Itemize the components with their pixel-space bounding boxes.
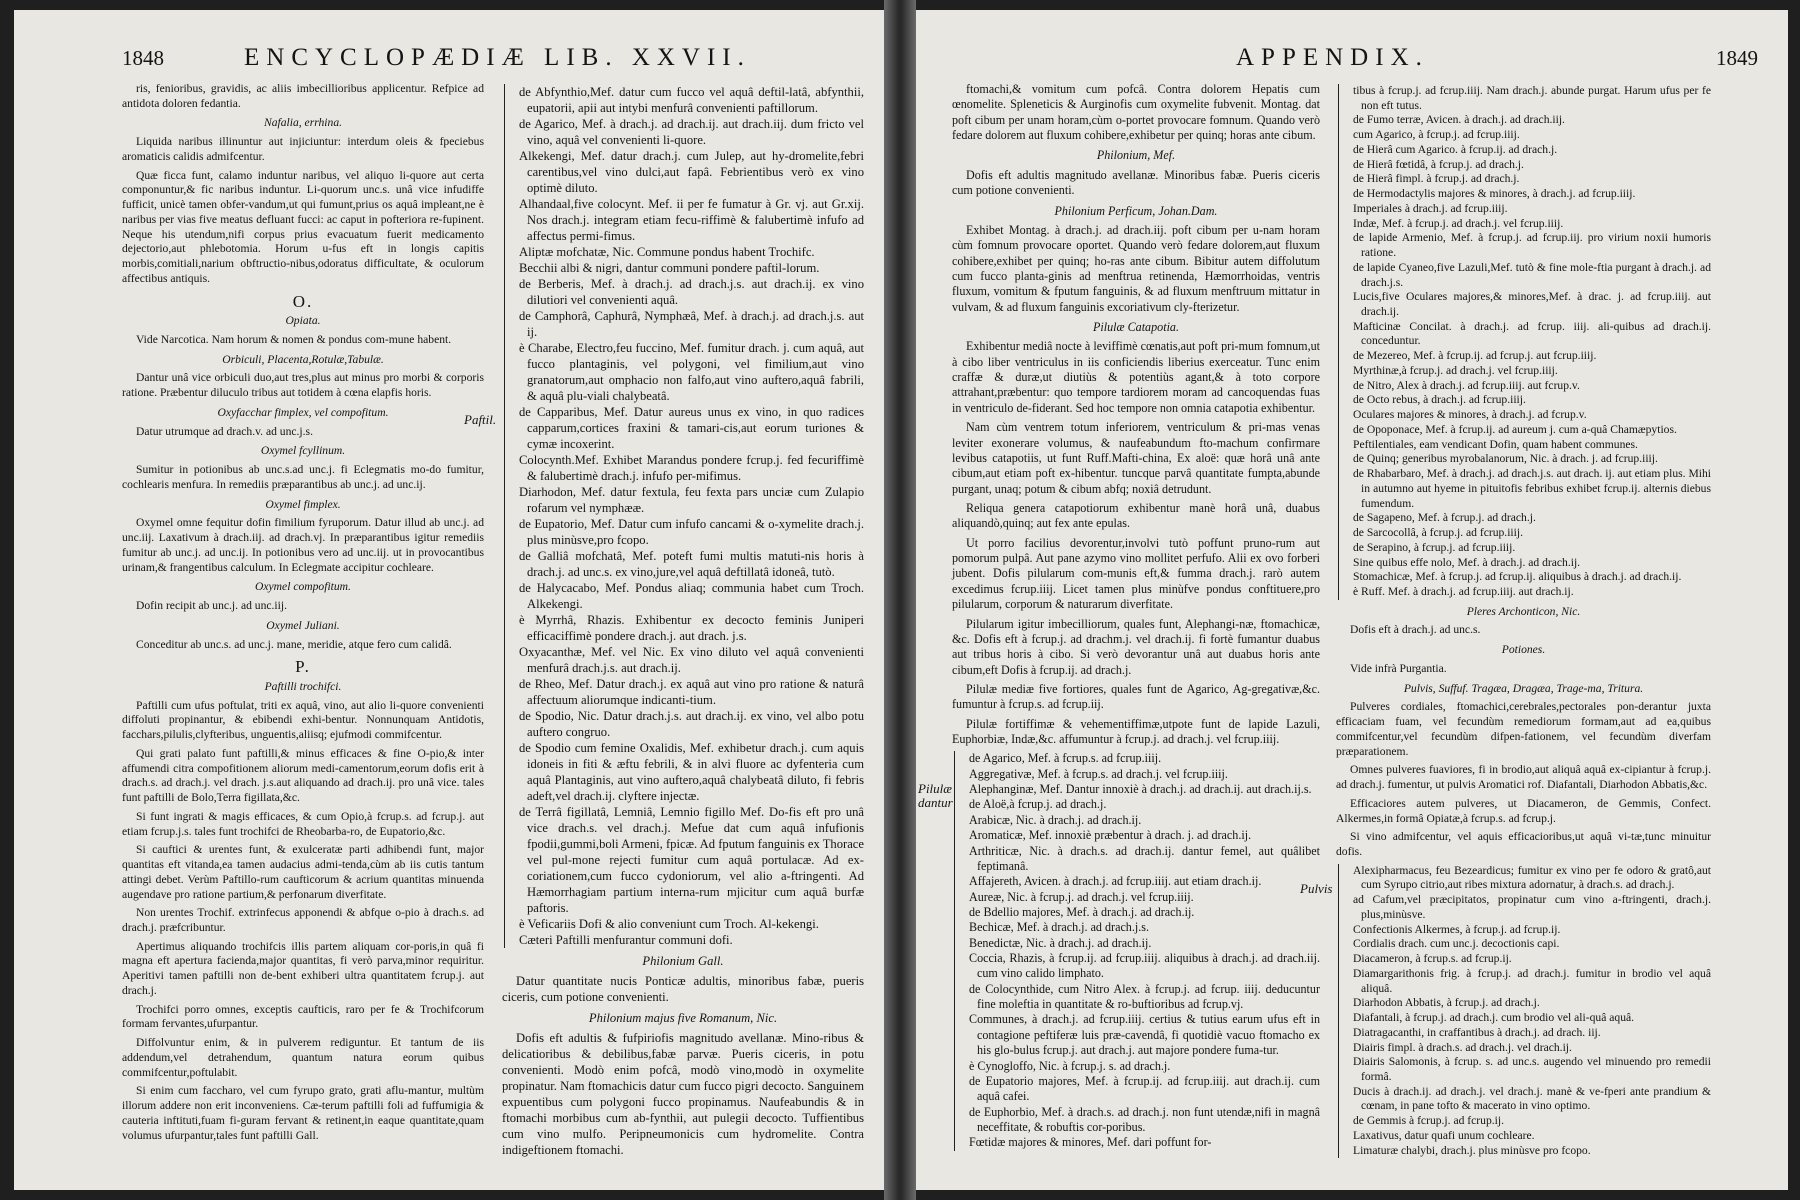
book-gutter	[884, 0, 916, 1200]
list-item: Diairis fimpl. à drach.s. ad drach.j. vel drach.ij.	[1353, 1040, 1572, 1054]
section-heading: Paftilli trochifci.	[264, 679, 342, 693]
paragraph: Efficaciores autem pulveres, ut Diacameron, de Gemmis, Confect. Alkermes,in formâ Opiatæ,à fcrup.s. ad fcrup.j.	[1336, 796, 1711, 825]
section-heading: Orbiculi, Placenta,Rotulæ,Tabulæ.	[222, 352, 384, 366]
list-item: Diairis Salomonis, à fcrup. s. ad unc.s. augendo vel minuendo pro remedii formâ.	[1353, 1055, 1711, 1083]
left-column-1	[122, 82, 484, 1147]
list-item: de Spodio cum femine Oxalidis, Mef. exhibetur drach.j. cum aquis idoneis in fiti & æftu febrili, & in alvi fluore ac dyfenteria cum aquâ Plantaginis, aut vino auftero,aquâ chalybeatâ diluto, fi febris adeft,vel drach.ij. clyftere injectæ.	[519, 741, 864, 803]
list-item: de Abfynthio,Mef. datur cum fucco vel aquâ deftil-latâ, abfynthii, eupatorii, apii aut intybi menfurâ convenienti paftillorum.	[519, 85, 864, 115]
right-page-number: 1849	[1716, 46, 1758, 70]
paragraph: Diffolvuntur enim, & in pulverem rediguntur. Et tantum de iis addendum,vel detrahendum, quantum natura eorum quibus commifcentur,poftulabit.	[122, 1036, 484, 1079]
side-label-pastilli: Paftil.	[464, 412, 497, 427]
list-item: Indæ, Mef. à fcrup.j. ad drach.j. vel fcrup.iiij.	[1353, 216, 1564, 230]
list-item: Aureæ, Nic. à fcrup.j. ad drach.j. vel fcrup.iiij.	[969, 889, 1194, 904]
right-column-2-middle	[1336, 605, 1711, 860]
paragraph: Si funt ingrati & magis efficaces, & cum Opio,à fcrup.s. ad fcrup.j. aut etiam fcrup.j.s. tales funt trochifci de Rheobarba-ro, de Eupatorio,&c.	[122, 809, 484, 838]
section-heading: Oxymel fcyllinum.	[260, 444, 346, 458]
paragraph: Si enim cum faccharo, vel cum fyrupo grato, grati aflu-mantur, multùm illorum addere non erit inconveniens. Cæ-terum paftilli foli ad fuffumigia & cauteria inftituti,fuam fi-guram fervant & retinent,in eaque quantitate,quam volumus ufurpantur,tales funt paftilli Gall.	[122, 1084, 484, 1142]
list-item: Confectionis Alkermes, à fcrup.j. ad fcrup.ij.	[1353, 922, 1561, 936]
paragraph: Dofis eft adultis magnitudo avellanæ. Minoribus fabæ. Pueris ciceris cum potione convenienti.	[952, 167, 1320, 198]
list-item: Arabicæ, Nic. à drach.j. ad drach.ij.	[969, 812, 1142, 827]
list-item: Peftilentiales, eam vendicant Dofin, quam habent communes.	[1353, 437, 1638, 451]
list-item: Diarhodon, Mef. datur fextula, feu fexta pars unciæ cum Zulapio rofarum vel nymphææ.	[519, 485, 864, 515]
section-heading: Philonium majus five Romanum, Nic.	[588, 1011, 778, 1025]
list-item: de Eupatorio, Mef. Datur cum infufo cancami & o-xymelite drach.j. plus minùsve,pro fcopo.	[519, 517, 864, 547]
list-item: de Gemmis à fcrup.j. ad fcrup.ij.	[1353, 1114, 1504, 1128]
paragraph: Pilulæ mediæ five fortiores, quales funt de Agarico, Ag-gregativæ,&c. fumuntur à fcrup.s. ad fcrup.iij.	[952, 681, 1320, 712]
paragraph: Sumitur in potionibus ab unc.s.ad unc.j. fi Eclegmatis mo-do fumitur, cochlearis menfura. In remediis præparantibus ab unc.j. ad unc.ij.	[122, 463, 484, 491]
list-item: de Rhabarbaro, Mef. à drach.j. ad drach.j.s. aut drach. ij. aut etiam plus. Mihi in autumno aut hyeme in pituitofis febribus exhibet fcrup.ij. alternis diebus fumendum.	[1353, 467, 1711, 510]
pilulae-list-continued	[1338, 84, 1711, 600]
list-item: è Charabe, Electro,feu fuccino, Mef. fumitur drach. j. cum aquâ, aut fucco plantaginis, vel polygoni, vel fimilium,aut vino granatorum,aut omphacio non falfo,aut vino auftero,aquâ fabrili, & aquâ plu-viali chalybeatâ.	[519, 341, 864, 403]
paragraph: Omnes pulveres fuaviores, fi in brodio,aut aliquâ aquâ ex-cipiantur à fcrup.j. ad drach.j. fumentur, ut pulvis Aromatici rof. Diafantali, Diarhodon Abbatis,&c.	[1336, 763, 1711, 792]
paragraph: Datur utrumque ad drach.v. ad unc.j.s.	[136, 424, 313, 438]
list-item: Alkekengi, Mef. datur drach.j. cum Julep, aut hy-dromelite,febri carentibus,vel vino dulci,aut fapâ. Febrientibus verò ex vino optimè diluto.	[519, 149, 864, 195]
pulvis-list	[1338, 864, 1711, 1159]
list-item: Diafantali, à fcrup.j. ad drach.j. cum brodio vel ali-quâ aquâ.	[1353, 1011, 1635, 1025]
left-column-2	[464, 82, 864, 1162]
list-item: de Spodio, Nic. Datur drach.j.s. aut drach.ij. ex vino, vel albo potu auftero congruo.	[519, 709, 864, 739]
list-item: de Hermodactylis majores & minores, à drach.j. ad fcrup.iiij.	[1353, 187, 1636, 201]
list-item: tibus à fcrup.j. ad fcrup.iiij. Nam drach.j. abunde purgat. Harum ufus per fe non eft tutus.	[1353, 84, 1711, 112]
paragraph: Dofis eft à drach.j. ad unc.s.	[1350, 623, 1481, 637]
paragraph: Oxymel omne fequitur dofin fimilium fyruporum. Datur illud ab unc.j. ad unc.iij. Laxativum à drach.iij. ad drach.vj. In præparantibus igitur remediis fumitur ab unc.j. ad unc.ij. In potionibus vero ad unc.iij. ut in provocantibus urinam,& frangentibus calculum. In Eclegmate accipitur cochleare.	[122, 516, 484, 574]
right-column-1	[918, 82, 1320, 1155]
section-heading: Oxymel Juliani.	[266, 618, 340, 632]
list-item: è Veficariis Dofi & alio conveniunt cum Troch. Al-kekengi.	[519, 917, 819, 931]
list-item: Lucis,five Oculares majores,& minores,Mef. à drac. j. ad fcrup.iiij. aut drach.ij.	[1353, 290, 1711, 319]
section-heading: Nafalia, errhina.	[263, 116, 343, 130]
section-heading: Philonium, Mef.	[1096, 148, 1176, 163]
paragraph: Vide Narcotica. Nam horum & nomen & pondus com-mune habent.	[136, 333, 452, 347]
section-heading: Opiata.	[285, 314, 321, 328]
list-item: de Serapino, à fcrup.j. ad fcrup.iiij.	[1353, 540, 1516, 554]
list-item: de Agarico, Mef. à fcrup.s. ad fcrup.iiij.	[969, 751, 1162, 766]
list-item: Colocynth.Mef. Exhibet Marandus pondere fcrup.j. fed fecuriffimè & falubertimè drach.j. infufo per-mifimus.	[519, 453, 864, 483]
list-item: Mafticinæ Concilat. à drach.j. ad fcrup. iiij. ali-quibus ad drach.ij. conceduntur.	[1353, 319, 1711, 348]
paragraph: Liquida naribus illinuntur aut injiciuntur: interdum oleis & fpeciebus aromaticis calidis admifcentur.	[122, 135, 484, 163]
letter-heading: P.	[295, 657, 311, 677]
section-heading: Philonium Perficum, Johan.Dam.	[1054, 203, 1218, 218]
list-item: de Sagapeno, Mef. à fcrup.j. ad drach.j.	[1353, 511, 1536, 525]
paragraph: Paftilli cum ufus poftulat, triti ex aquâ, vino, aut alio li-quore convenienti diffoluti propinantur, & ebibendi exhi-bentur. Nonnunquam Antidotis, facchars,pilulis,clyfteribus, unguentis,aliisq; ejufmodi commifcentur.	[122, 698, 484, 742]
list-item: Alexipharmacus, feu Bezeardicus; fumitur ex vino per fe odoro & gratô,aut cum Syrupo citrio,aut ribes mixtura adornatur, à drach.s. ad drach.j.	[1353, 863, 1711, 892]
right-column-1-text	[952, 82, 1320, 747]
paragraph: Dofin recipit ab unc.j. ad unc.iij.	[136, 599, 287, 613]
section-heading: Oxymel fimplex.	[265, 497, 341, 511]
left-page-number: 1848	[122, 46, 164, 70]
paragraph: Dofis eft adultis & fufpiriofis magnitudo avellanæ. Mino-ribus & delicatioribus & debilibus,fabæ parvæ. Pueris ciceris, in potu convenienti. Modò enim pofcâ, modò vino,modò in oxymelite propinatur. Nam ftomachicis datur cum fucco pigri decocto. Sanguinem expuentibus cum polygoni fucco propinamus. Naufeabundis & in ftomachi morbibus cum ab-fynthii, aut pulegii decocto. Tuffientibus cum vino mulfo. Peripneumonicis cum hydromelite. Contra indigeftionem ftomachi.	[502, 1031, 864, 1157]
list-item: de Opoponace, Mef. à fcrup.ij. ad aureum j. cum a-quâ Chamæpytios.	[1353, 422, 1677, 436]
paragraph: Conceditur ab unc.s. ad unc.j. mane, meridie, atque fero cum calidâ.	[136, 637, 452, 651]
list-item: è Myrrhâ, Rhazis. Exhibentur ex decocto feminis Juniperi efficaciffimè pondere drach.j. aut drach. j.s.	[519, 613, 864, 643]
pilulae-list	[954, 751, 1320, 1150]
paragraph: Trochifci porro omnes, exceptis caufticis, raro per fe & Trochifcorum formam fervantes,ufurpantur.	[122, 1002, 484, 1031]
list-item: Aliptæ mofchatæ, Nic. Commune pondus habent Trochifc.	[519, 245, 815, 259]
right-page	[916, 10, 1788, 1190]
paragraph: Pilularum igitur imbecilliorum, quales funt, Alephangi-næ, ftomachicæ, &c. Dofis eft à fcrup.j. ad drachm.j. vel drach.ij. fi fortè fumantur duabus aut tribus horis à cibo. Si verò devorantur unâ aut duabus horis ante cibum,eft Dofis à fcrup.ij. ad drach.j.	[952, 616, 1320, 677]
list-item: de Sarcocollâ, à fcrup.j. ad fcrup.iiij.	[1353, 526, 1523, 540]
section-heading: Pleres Archonticon, Nic.	[1466, 604, 1581, 618]
paragraph: Reliqua genera catapotiorum exhibentur manè horâ unâ, duabus aliquandò,quinq; aut fex ante epulas.	[952, 500, 1320, 531]
paragraph: Exhibentur mediâ nocte à leviffimè cœnatis,aut poft pri-mum fomnum,ut à cibo liber ventriculus in iis conficiendis liberius exerceatur. Tunc enim craffæ & duræ,ut diutiùs & potentiùs agant,& à toto corpore attrahant,præbentur: quo tempore tardiorem moram ad cancoquendas fuas in ventriculo de-fiderant. Sed hoc tempore non omnia catapotia exhibentur.	[952, 339, 1320, 415]
list-item: Aggregativæ, Mef. à fcrup.s. ad drach.j. vel fcrup.iiij.	[969, 766, 1228, 781]
section-heading: Philonium Gall.	[642, 954, 724, 968]
list-item: de Camphorâ, Caphurâ, Nymphæâ, Mef. à drach.j. ad drach.j.s. aut ij.	[519, 309, 864, 339]
paragraph: Apertimus aliquando trochifcis illis partem aliquam cor-poris,in quâ fi magna eft apertura facienda,major quantitas, fi verò parva,minor requiritur. Aperitivi tamen paftilli non de-bent exhiberi ultra quantitatem fcrup.j. aut drach.j.	[122, 939, 484, 997]
paragraph: Dantur unâ vice orbiculi duo,aut tres,plus aut minus pro morbi & corporis ratione. Præbentur diluculo tribus aut totidem à cœna elapfis horis.	[122, 371, 484, 400]
list-item: de Agarico, Mef. à drach.j. ad drach.ij. aut drach.iij. dum fricto vel vino, aquâ vel convenienti li-quore.	[519, 117, 864, 147]
list-item: de Halycacabo, Mef. Pondus aliaq; communia habet cum Troch. Alkekengi.	[519, 581, 864, 611]
paragraph: Datur quantitate nucis Ponticæ adultis, minoribus fabæ, pueris ciceris, cum potione convenienti.	[502, 974, 864, 1004]
list-item: de Eupatorio majores, Mef. à fcrup.ij. ad fcrup.iiij. aut drach.ij. cum aquâ cafei.	[969, 1073, 1320, 1104]
list-item: de Quinq; generibus myrobalanorum, Nic. à drach. j. ad fcrup.iiij.	[1353, 452, 1658, 466]
section-heading: Oxyfacchar fimplex, vel compofitum.	[217, 405, 389, 419]
paragraph: Qui grati palato funt paftilli,& minus efficaces & fine O-pio,& inter affumendi citra compofitionem aliorum medi-camentorum,eorum dofis erit à drach.s. ad drach.j. vel drach. j.s.aut aliquando ad drach.ij. pro unâ vice. tales funt paftilli de Bolo,Terra figillata,&c.	[122, 746, 484, 805]
paragraph: Exhibet Montag. à drach.j. ad drach.iij. poft cibum per u-nam horam cùm fomnum provocare oportet. Quando verò fedare dolorem,aut fluxum cohibere,exhibet per quinq; ho-ras ante cibum. Bibitur autem diffolutum cum fucco planta-ginis ad menftrua retinenda, Hæmorrhoidas, ventris fluxum, vomitum & fputum fanguinis, & ad fluxum menftruum mittatur in vulvam, & ad fluxum fanguinis excoriativum cly-fterizetur.	[952, 222, 1320, 314]
list-item: Oculares majores & minores, à drach.j. ad fcrup.v.	[1353, 408, 1587, 422]
list-item: è Cynogloffo, Nic. à fcrup.j. s. ad drach.j.	[969, 1058, 1171, 1073]
list-item: cum Agarico, à fcrup.j. ad fcrup.iiij.	[1353, 128, 1520, 142]
list-item: de Galliâ mofchatâ, Mef. poteft fumi multis matuti-nis horis à drach.j. ad unc.s. ex vino,jure,vel aquâ deftillatâ idoneâ, tutò.	[519, 549, 864, 579]
list-item: Diacameron, à fcrup.s. ad fcrup.ij.	[1353, 952, 1512, 966]
list-item: Alephanginæ, Mef. Dantur innoxiè à drach.j. ad drach.ij. aut drach.ij.s.	[969, 782, 1312, 797]
section-heading: Pilulæ Catapotia.	[1092, 320, 1179, 335]
paragraph: Pilulæ fortiffimæ & vehementiffimæ,utpote funt de lapide Lazuli, Euphorbiæ, Indæ,&c. affumuntur à fcrup.j. ad drach.j. vel fcrup.iiij.	[952, 716, 1320, 747]
list-item: Alhandaal,five colocynt. Mef. ii per fe fumatur à Gr. vj. aut Gr.xij. Nos drach.j. integram etiam fecu-riffimè & falubertimè infufo ad affectus permi-fimus.	[519, 197, 864, 243]
list-item: Coccia, Rhazis, à fcrup.ij. ad fcrup.iiij. aliquibus à drach.j. ad drach.iij. cum vino calido limphato.	[969, 951, 1320, 981]
letter-heading: O.	[292, 291, 314, 311]
paragraph: ris, fenioribus, gravidis, ac aliis imbecillioribus applicentur. Refpice ad antidota doloren fedantia.	[122, 82, 484, 110]
list-item: Diamargarithonis frig. à fcrup.j. ad drach.j. fumitur in brodio vel aquâ aliquâ.	[1353, 966, 1711, 995]
paragraph: Pulveres cordiales, ftomachici,cerebrales,pectorales pon-derantur juxta efficaciam fuam, vel fecundùm remediorum formam,aut ad ea,quibus commifcentur,vel fecundùm difpen-fationem, vel fecundùm diverfam præparationem.	[1336, 700, 1711, 758]
paragraph: Si cauftici & urentes funt, & exulceratæ parti adhibendi funt, major quantitas eft vitanda,ea tamen audacius admi-tenda,cùm ab iis cutis tantum attingi debet. Verùm Paftillo-rum caufticorum & acrium quantitas minuenda augendave pro ratione partium,& perfonarum diverfitate.	[122, 843, 484, 901]
list-item: Benedictæ, Nic. à drach.j. ad drach.ij.	[969, 935, 1152, 950]
list-item: ad Cafum,vel præcipitatos, propinatur cum vino a-ftringenti, drach.j. plus,minùsve.	[1353, 893, 1711, 921]
list-item: de Bdellio majores, Mef. à drach.j. ad drach.ij.	[969, 904, 1195, 919]
list-item: Diatragacanthi, in craffantibus à drach.j. ad drach. iij.	[1353, 1025, 1601, 1039]
pastilli-list	[504, 84, 864, 948]
list-item: de Capparibus, Mef. Datur aureus unus ex vino, in quo radices capparum,cortices fraxini & tamari-cis,aut eorum turiones & cymæ incoxerint.	[519, 405, 864, 451]
left-column-2-after	[502, 953, 864, 1158]
list-item: Fœtidæ majores & minores, Mef. dari poffunt for-	[969, 1135, 1212, 1150]
list-item: de lapide Cyaneo,five Lazuli,Mef. tutò & fine mole-ftia purgant à drach.j. ad drach.j.s.	[1353, 260, 1711, 289]
list-item: de Nitro, Alex à drach.j. ad fcrup.iiij. aut fcrup.v.	[1353, 378, 1580, 392]
list-item: Becchii albi & nigri, dantur communi pondere paftil-lorum.	[519, 261, 820, 275]
list-item: Myrthinæ,à fcrup.j. ad drach.j. vel fcrup.iiij.	[1353, 363, 1558, 377]
list-item: de Terrâ figillatâ, Lemniâ, Lemnio figillo Mef. Do-fis eft pro unâ vice drach.s. vel drach.j. Mefue dat cum aquâ infufionis fpodii,gummi,boli Armeni, fpicæ. Ad fputum fanguinis ex Thorace vel pul-mone rejecti fumitur cum aquâ portulacæ. Ad ex-coriationem,cum fucco cydoniorum, vel alio a-ftringenti. Ad Hæmorrhagiam partium interna-rum mjicitur cum aquâ burfæ paftoris.	[519, 805, 864, 915]
list-item: Stomachicæ, Mef. à fcrup.j. ad fcrup.ij. aliquibus à drach.j. ad drach.ij.	[1353, 570, 1682, 584]
list-item: de Rheo, Mef. Datur drach.j. ex aquâ aut vino pro ratione & naturâ affectuum aliorumque indicanti-tium.	[519, 677, 864, 707]
list-item: de Hierâ fœtidâ, à fcrup.j. ad drach.j.	[1353, 157, 1524, 171]
list-item: Imperiales à drach.j. ad fcrup.iiij.	[1353, 201, 1508, 215]
list-item: Laxativus, datur quafi unum cochleare.	[1353, 1128, 1535, 1142]
list-item: è Ruff. Mef. à drach.j. ad fcrup.iiij. aut drach.ij.	[1353, 584, 1574, 598]
list-item: de Octo rebus, à drach.j. ad fcrup.iiij.	[1353, 393, 1526, 407]
list-item: de lapide Armenio, Mef. à fcrup.j. ad fcrup.iij. pro virium noxii humoris ratione.	[1353, 231, 1711, 260]
list-item: de Aloë,à fcrup.j. ad drach.j.	[969, 797, 1107, 812]
list-item: de Berberis, Mef. à drach.j. ad drach.j.s. aut drach.ij. ex vino dilutiori vel convenienti aquâ.	[519, 277, 864, 307]
paragraph: Quæ ficca funt, calamo induntur naribus, vel aliquo li-quore aut certa componuntur,& fic naribus induntur. Li-quorum unc.s. unâ vice infudiffe fufficit, unicè tamen obfer-vandum,ut qui fumunt,prius os aquâ impleant,ne è naribus per vias five meatus defluant fucci: ac caput in pofteriora re-fupinent. Neque his utendum,nifi corpus prius evacuatum fuerit medicamento dejectorio,aut phlebotomia. Horum u-fus eft in longis capitis morbis,comitiali,narium obftructio-nibus,odoratus difficultate, & oculorum affectibus antiquis.	[122, 168, 484, 285]
paragraph: Vide infrà Purgantia.	[1350, 661, 1447, 675]
left-running-head: ENCYCLOPÆDIÆ LIB. XXVII.	[244, 44, 751, 71]
list-item: Aromaticæ, Mef. innoxiè præbentur à drach. j. ad drach.ij.	[969, 828, 1252, 843]
list-item: Sine quibus effe nolo, Mef. à drach.j. ad drach.ij.	[1353, 555, 1581, 569]
list-item: de Mezereo, Mef. à fcrup.ij. ad fcrup.j. aut fcrup.iiij.	[1353, 349, 1597, 363]
list-item: de Colocynthide, cum Nitro Alex. à fcrup.j. ad fcrup. iiij. deducuntur fine moleftia in quantitate & ro-buftioribus ad fcrup.vj.	[969, 981, 1320, 1012]
list-item: de Euphorbio, Mef. à drach.s. ad drach.j. non funt utendæ,nifi in magnâ neceffitate, & robuftis cor-poribus.	[969, 1104, 1320, 1134]
list-item: Cordialis drach. cum unc.j. decoctionis capi.	[1353, 937, 1560, 951]
list-item: Affajereth, Avicen. à drach.j. ad fcrup.iiij. aut etiam drach.ij.	[969, 874, 1262, 889]
side-label-pulvis: Pulvis	[1300, 881, 1333, 896]
list-item: Bechicæ, Mef. à drach.j. ad drach.j.s.	[969, 920, 1149, 935]
list-item: Ducis à drach.ij. ad drach.j. vel drach.j. manè & ve-fperi ante prandium & cœnam, in pane tofto & macerato in vino optimo.	[1353, 1084, 1711, 1113]
right-column-2	[1300, 82, 1711, 1162]
list-item: de Hierâ fimpl. à fcrup.j. ad drach.j.	[1353, 172, 1520, 186]
right-header	[916, 40, 1788, 80]
right-running-head: APPENDIX.	[1236, 44, 1429, 71]
list-item: Diarhodon Abbatis, à fcrup.j. ad drach.j.	[1353, 996, 1540, 1010]
left-header	[14, 40, 884, 80]
list-item: Communes, à drach.j. ad fcrup.iiij. certius & tutius earum ufus eft in contagione peftiferæ luis præ-cavendâ, fi quotidiè vacuo ftomacho ex his glo-bulus fcrup.j. aut drach.j. aut majore pondere fuma-tur.	[969, 1012, 1320, 1058]
left-page	[14, 10, 884, 1190]
section-heading: Pulvis, Suffuf. Tragæa, Dragæa, Trage-ma, Tritura.	[1403, 681, 1644, 695]
paragraph: ftomachi,& vomitum cum pofcâ. Contra dolorem Hepatis cum œnomelite. Spleneticis & Aurginofis cum oxymelite fubvenit. Montag. dat poft cibum per unam horam,cùm o-portet provocare fomnum. Quando verò fedare dolorem aut fluxum cohibere,exhibetur per quinq; horas ante cibum.	[952, 82, 1320, 143]
paragraph: Si vino admifcentur, vel aquis efficacioribus,ut aquâ vi-tæ,tunc minuitur dofis.	[1336, 830, 1711, 858]
list-item: Limaturæ chalybi, drach.j. plus minùsve pro fcopo.	[1353, 1143, 1591, 1157]
paragraph: Non urentes Trochif. extrinfecus apponendi & abfque o-pio à drach.s. ad drach.j. præfcribuntur.	[122, 906, 484, 934]
list-item: Oxyacanthæ, Mef. vel Nic. Ex vino diluto vel aquâ convenienti menfurâ drach.j.s. aut drach.ij.	[519, 645, 864, 675]
list-item: Cæteri Paftilli menfurantur communi dofi.	[519, 933, 733, 947]
section-heading: Oxymel compofitum.	[255, 580, 351, 594]
section-heading: Potiones.	[1501, 643, 1546, 657]
side-label-pilulae: Pilulæ dantur	[918, 781, 953, 810]
list-item: Arthriticæ, Nic. à drach.s. ad drach.ij. dantur femel, aut quâlibet feptimanâ.	[969, 843, 1320, 873]
paragraph: Nam cùm ventrem totum inferiorem, ventriculum & pri-mas venas leviter exonerare volumus, & naufeabundum fto-machum confirmare levibus catapotiis, ut funt Ruff.Mafti-china, Ex aloë: quæ horâ unâ ante cibum,aut etiam poft ex-hibentur. tuncque parvâ quantitate fumpta,abunde purgant, unaq; potum & cibum abfq; noxiâ detrudunt.	[952, 420, 1320, 496]
paragraph: Ut porro facilius devorentur,involvi tutò poffunt pruno-rum aut pomorum pulpâ. Aut pane azymo vino mollitet perfufo. Alii ex ovo forberi jubent. Dofis pilularum com-munis eft,& fumma drach.j. rarò autem excedimus fcrup.iiij. Licet tamen plus minùfve pondus conftituere,pro pilularum, corporum & naturarum diverfitate.	[952, 535, 1320, 612]
list-item: de Hierâ cum Agarico. à fcrup.ij. ad drach.j.	[1353, 142, 1558, 156]
list-item: de Fumo terræ, Avicen. à drach.j. ad drach.iij.	[1353, 113, 1565, 127]
